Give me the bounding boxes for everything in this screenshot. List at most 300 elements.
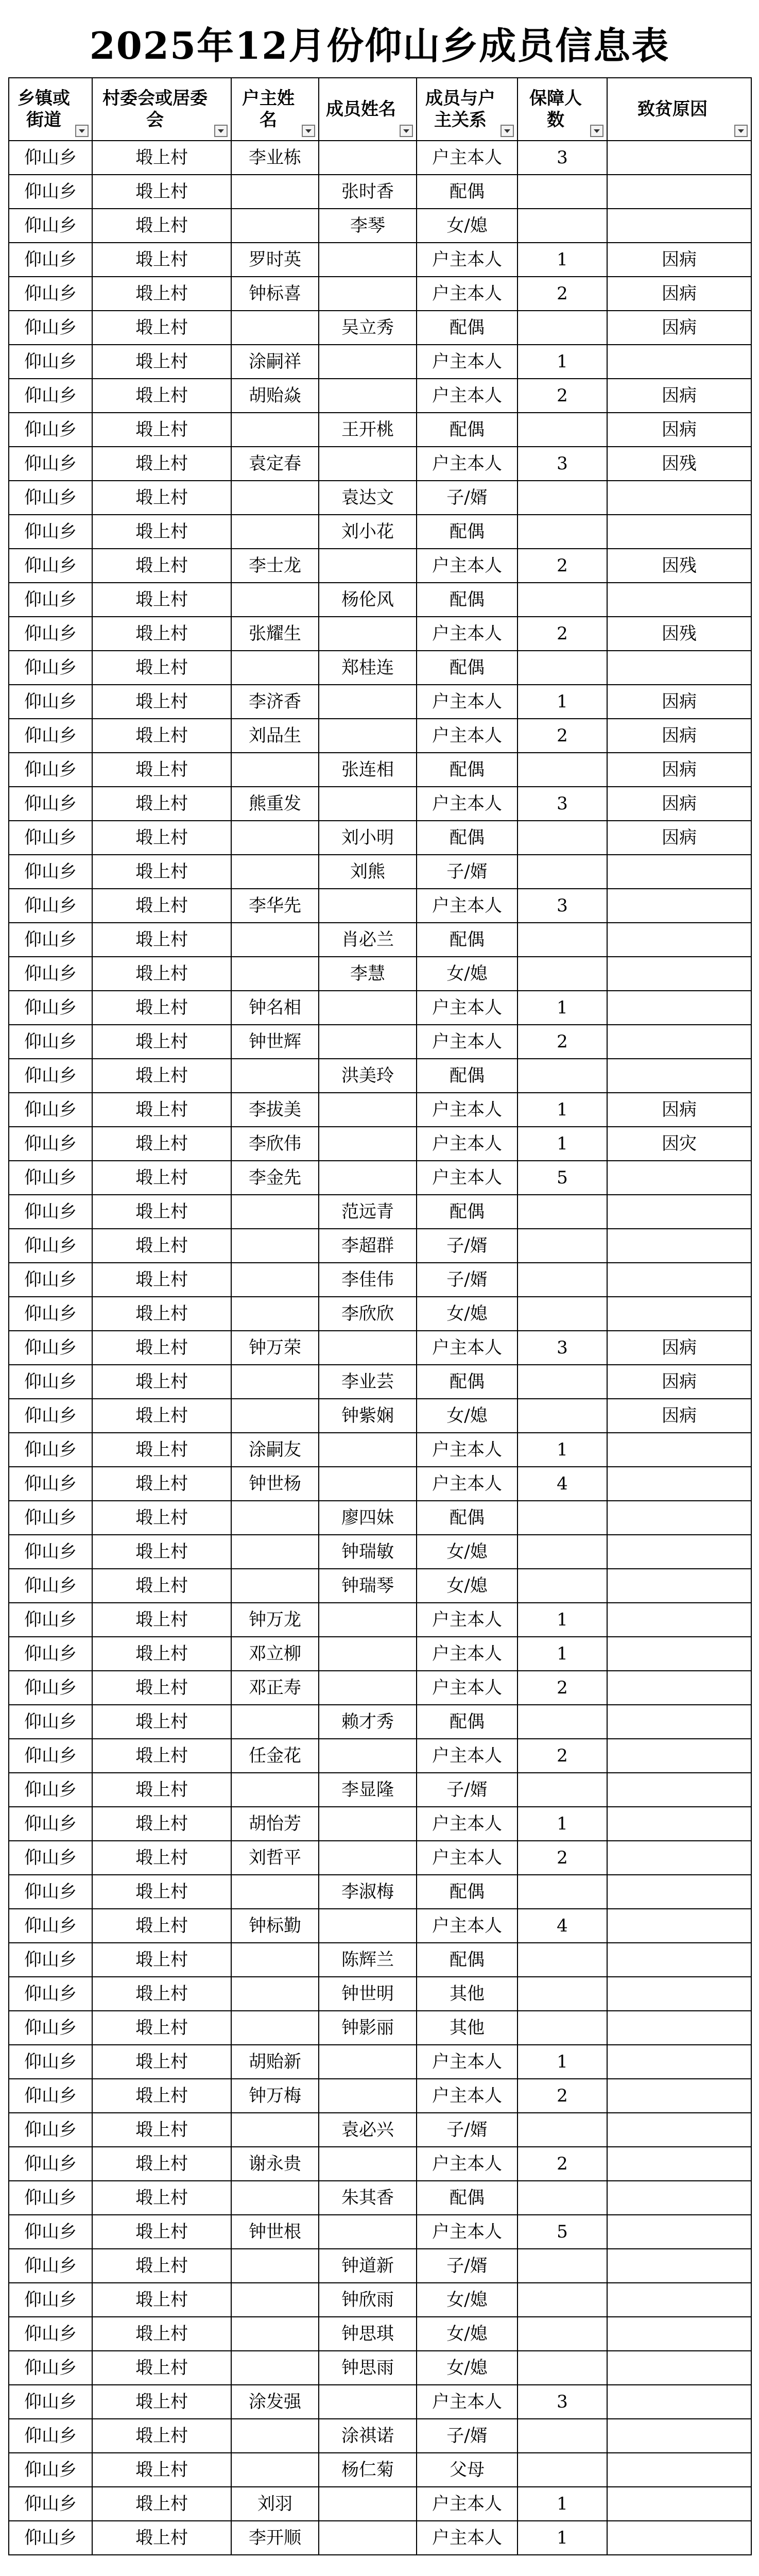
cell-village[interactable]: 塅上村: [92, 2283, 231, 2317]
cell-town[interactable]: 仰山乡: [9, 1705, 92, 1739]
cell-reason[interactable]: [607, 957, 751, 991]
cell-count[interactable]: 2: [518, 2079, 607, 2113]
cell-reason[interactable]: 因病: [607, 753, 751, 787]
cell-village[interactable]: 塅上村: [92, 277, 231, 311]
cell-town[interactable]: 仰山乡: [9, 277, 92, 311]
cell-member[interactable]: [319, 1331, 417, 1365]
cell-village[interactable]: 塅上村: [92, 753, 231, 787]
cell-relation[interactable]: 户主本人: [417, 141, 518, 175]
cell-town[interactable]: 仰山乡: [9, 2453, 92, 2487]
cell-relation[interactable]: 户主本人: [417, 1739, 518, 1773]
cell-householder[interactable]: [231, 2317, 319, 2351]
cell-member[interactable]: 刘熊: [319, 855, 417, 889]
cell-town[interactable]: 仰山乡: [9, 617, 92, 651]
cell-member[interactable]: [319, 1603, 417, 1637]
cell-village[interactable]: 塅上村: [92, 821, 231, 855]
cell-village[interactable]: 塅上村: [92, 1025, 231, 1059]
cell-village[interactable]: 塅上村: [92, 651, 231, 685]
cell-count[interactable]: 4: [518, 1467, 607, 1501]
cell-reason[interactable]: [607, 2147, 751, 2181]
cell-count[interactable]: 3: [518, 1331, 607, 1365]
cell-count[interactable]: 1: [518, 1433, 607, 1467]
filter-dropdown-icon[interactable]: [590, 125, 603, 137]
cell-town[interactable]: 仰山乡: [9, 1467, 92, 1501]
cell-reason[interactable]: [607, 1161, 751, 1195]
cell-relation[interactable]: 配偶: [417, 583, 518, 617]
cell-member[interactable]: [319, 277, 417, 311]
cell-village[interactable]: 塅上村: [92, 1365, 231, 1399]
cell-relation[interactable]: 户主本人: [417, 2079, 518, 2113]
cell-relation[interactable]: 子/婿: [417, 481, 518, 515]
cell-member[interactable]: 郑桂连: [319, 651, 417, 685]
cell-householder[interactable]: [231, 651, 319, 685]
cell-member[interactable]: 洪美玲: [319, 1059, 417, 1093]
cell-member[interactable]: 吴立秀: [319, 311, 417, 345]
cell-relation[interactable]: 配偶: [417, 175, 518, 209]
cell-member[interactable]: [319, 379, 417, 413]
cell-town[interactable]: 仰山乡: [9, 1841, 92, 1875]
cell-count[interactable]: 5: [518, 2215, 607, 2249]
cell-householder[interactable]: [231, 753, 319, 787]
cell-member[interactable]: [319, 617, 417, 651]
cell-count[interactable]: [518, 1705, 607, 1739]
cell-town[interactable]: 仰山乡: [9, 855, 92, 889]
cell-village[interactable]: 塅上村: [92, 447, 231, 481]
cell-village[interactable]: 塅上村: [92, 1297, 231, 1331]
cell-reason[interactable]: 因病: [607, 787, 751, 821]
cell-village[interactable]: 塅上村: [92, 2385, 231, 2419]
filter-dropdown-icon[interactable]: [75, 125, 89, 137]
cell-member[interactable]: 涂祺诺: [319, 2419, 417, 2453]
filter-dropdown-icon[interactable]: [400, 125, 413, 137]
cell-village[interactable]: 塅上村: [92, 209, 231, 243]
cell-householder[interactable]: 胡贻焱: [231, 379, 319, 413]
cell-householder[interactable]: 熊重发: [231, 787, 319, 821]
cell-town[interactable]: 仰山乡: [9, 481, 92, 515]
cell-village[interactable]: 塅上村: [92, 2045, 231, 2079]
cell-member[interactable]: [319, 685, 417, 719]
cell-member[interactable]: [319, 2079, 417, 2113]
cell-member[interactable]: 刘小花: [319, 515, 417, 549]
cell-count[interactable]: [518, 209, 607, 243]
cell-village[interactable]: 塅上村: [92, 1501, 231, 1535]
cell-town[interactable]: 仰山乡: [9, 1433, 92, 1467]
cell-town[interactable]: 仰山乡: [9, 345, 92, 379]
cell-relation[interactable]: 其他: [417, 1977, 518, 2011]
cell-member[interactable]: 李业芸: [319, 1365, 417, 1399]
cell-count[interactable]: [518, 1977, 607, 2011]
cell-count[interactable]: 1: [518, 243, 607, 277]
cell-reason[interactable]: [607, 1467, 751, 1501]
cell-member[interactable]: 王开桃: [319, 413, 417, 447]
cell-village[interactable]: 塅上村: [92, 2147, 231, 2181]
cell-relation[interactable]: 子/婿: [417, 1229, 518, 1263]
cell-town[interactable]: 仰山乡: [9, 2249, 92, 2283]
cell-householder[interactable]: [231, 481, 319, 515]
cell-reason[interactable]: [607, 2181, 751, 2215]
cell-member[interactable]: 钟瑞敏: [319, 1535, 417, 1569]
cell-town[interactable]: 仰山乡: [9, 2385, 92, 2419]
cell-relation[interactable]: 女/媳: [417, 1569, 518, 1603]
cell-member[interactable]: [319, 991, 417, 1025]
cell-village[interactable]: 塅上村: [92, 1331, 231, 1365]
cell-reason[interactable]: [607, 1603, 751, 1637]
cell-town[interactable]: 仰山乡: [9, 991, 92, 1025]
cell-village[interactable]: 塅上村: [92, 175, 231, 209]
cell-village[interactable]: 塅上村: [92, 1773, 231, 1807]
cell-reason[interactable]: [607, 2079, 751, 2113]
cell-relation[interactable]: 配偶: [417, 413, 518, 447]
cell-relation[interactable]: 户主本人: [417, 277, 518, 311]
cell-town[interactable]: 仰山乡: [9, 175, 92, 209]
cell-town[interactable]: 仰山乡: [9, 1263, 92, 1297]
cell-householder[interactable]: 刘哲平: [231, 1841, 319, 1875]
cell-village[interactable]: 塅上村: [92, 2215, 231, 2249]
cell-relation[interactable]: 子/婿: [417, 2113, 518, 2147]
cell-village[interactable]: 塅上村: [92, 1739, 231, 1773]
cell-count[interactable]: [518, 2011, 607, 2045]
cell-village[interactable]: 塅上村: [92, 2419, 231, 2453]
cell-reason[interactable]: [607, 1875, 751, 1909]
cell-town[interactable]: 仰山乡: [9, 719, 92, 753]
cell-reason[interactable]: [607, 1977, 751, 2011]
cell-reason[interactable]: [607, 345, 751, 379]
cell-village[interactable]: 塅上村: [92, 1127, 231, 1161]
cell-member[interactable]: [319, 1127, 417, 1161]
cell-relation[interactable]: 户主本人: [417, 1603, 518, 1637]
cell-reason[interactable]: [607, 923, 751, 957]
cell-reason[interactable]: 因病: [607, 1093, 751, 1127]
cell-village[interactable]: 塅上村: [92, 855, 231, 889]
cell-village[interactable]: 塅上村: [92, 583, 231, 617]
cell-village[interactable]: 塅上村: [92, 141, 231, 175]
cell-member[interactable]: 范远青: [319, 1195, 417, 1229]
cell-village[interactable]: 塅上村: [92, 1671, 231, 1705]
cell-householder[interactable]: [231, 2113, 319, 2147]
cell-town[interactable]: 仰山乡: [9, 2079, 92, 2113]
cell-reason[interactable]: [607, 1501, 751, 1535]
cell-member[interactable]: [319, 2215, 417, 2249]
cell-town[interactable]: 仰山乡: [9, 1603, 92, 1637]
cell-town[interactable]: 仰山乡: [9, 1297, 92, 1331]
cell-householder[interactable]: 罗时英: [231, 243, 319, 277]
cell-village[interactable]: 塅上村: [92, 923, 231, 957]
cell-town[interactable]: 仰山乡: [9, 2521, 92, 2555]
cell-householder[interactable]: [231, 1501, 319, 1535]
cell-member[interactable]: 肖必兰: [319, 923, 417, 957]
cell-reason[interactable]: [607, 1263, 751, 1297]
cell-count[interactable]: [518, 1297, 607, 1331]
cell-reason[interactable]: [607, 889, 751, 923]
cell-relation[interactable]: 子/婿: [417, 1263, 518, 1297]
cell-count[interactable]: [518, 957, 607, 991]
cell-reason[interactable]: [607, 209, 751, 243]
cell-count[interactable]: [518, 753, 607, 787]
cell-count[interactable]: [518, 515, 607, 549]
cell-reason[interactable]: 因残: [607, 549, 751, 583]
cell-relation[interactable]: 配偶: [417, 651, 518, 685]
cell-relation[interactable]: 户主本人: [417, 1331, 518, 1365]
cell-relation[interactable]: 户主本人: [417, 345, 518, 379]
cell-relation[interactable]: 配偶: [417, 753, 518, 787]
cell-count[interactable]: [518, 175, 607, 209]
cell-count[interactable]: [518, 2283, 607, 2317]
cell-member[interactable]: 张时香: [319, 175, 417, 209]
cell-village[interactable]: 塅上村: [92, 1875, 231, 1909]
cell-householder[interactable]: [231, 1535, 319, 1569]
cell-village[interactable]: 塅上村: [92, 957, 231, 991]
cell-relation[interactable]: 户主本人: [417, 1909, 518, 1943]
cell-count[interactable]: [518, 1229, 607, 1263]
cell-count[interactable]: [518, 2453, 607, 2487]
cell-town[interactable]: 仰山乡: [9, 2215, 92, 2249]
cell-village[interactable]: 塅上村: [92, 991, 231, 1025]
cell-reason[interactable]: [607, 175, 751, 209]
cell-relation[interactable]: 女/媳: [417, 209, 518, 243]
cell-member[interactable]: 钟紫娴: [319, 1399, 417, 1433]
cell-relation[interactable]: 配偶: [417, 1875, 518, 1909]
cell-town[interactable]: 仰山乡: [9, 889, 92, 923]
cell-count[interactable]: 2: [518, 1025, 607, 1059]
cell-village[interactable]: 塅上村: [92, 549, 231, 583]
cell-relation[interactable]: 女/媳: [417, 2283, 518, 2317]
cell-reason[interactable]: [607, 1705, 751, 1739]
cell-relation[interactable]: 女/媳: [417, 2317, 518, 2351]
cell-reason[interactable]: [607, 1943, 751, 1977]
cell-village[interactable]: 塅上村: [92, 2011, 231, 2045]
cell-count[interactable]: 5: [518, 1161, 607, 1195]
cell-householder[interactable]: [231, 1773, 319, 1807]
cell-householder[interactable]: 邓正寿: [231, 1671, 319, 1705]
cell-village[interactable]: 塅上村: [92, 1603, 231, 1637]
cell-reason[interactable]: 因病: [607, 243, 751, 277]
cell-count[interactable]: [518, 1501, 607, 1535]
cell-member[interactable]: 钟瑞琴: [319, 1569, 417, 1603]
cell-member[interactable]: 李琴: [319, 209, 417, 243]
cell-relation[interactable]: 女/媳: [417, 1535, 518, 1569]
cell-village[interactable]: 塅上村: [92, 1569, 231, 1603]
cell-village[interactable]: 塅上村: [92, 1535, 231, 1569]
cell-town[interactable]: 仰山乡: [9, 1331, 92, 1365]
cell-count[interactable]: [518, 1365, 607, 1399]
cell-count[interactable]: 2: [518, 1739, 607, 1773]
cell-member[interactable]: 袁达文: [319, 481, 417, 515]
cell-householder[interactable]: 李拔美: [231, 1093, 319, 1127]
cell-householder[interactable]: [231, 923, 319, 957]
cell-relation[interactable]: 子/婿: [417, 855, 518, 889]
cell-relation[interactable]: 户主本人: [417, 1093, 518, 1127]
cell-count[interactable]: 4: [518, 1909, 607, 1943]
cell-town[interactable]: 仰山乡: [9, 243, 92, 277]
cell-count[interactable]: [518, 1875, 607, 1909]
cell-village[interactable]: 塅上村: [92, 481, 231, 515]
cell-count[interactable]: [518, 1943, 607, 1977]
cell-householder[interactable]: 钟标喜: [231, 277, 319, 311]
cell-count[interactable]: [518, 923, 607, 957]
cell-member[interactable]: [319, 447, 417, 481]
cell-town[interactable]: 仰山乡: [9, 209, 92, 243]
cell-householder[interactable]: [231, 1365, 319, 1399]
cell-village[interactable]: 塅上村: [92, 345, 231, 379]
cell-householder[interactable]: [231, 1297, 319, 1331]
cell-reason[interactable]: [607, 1807, 751, 1841]
cell-town[interactable]: 仰山乡: [9, 2283, 92, 2317]
cell-count[interactable]: 2: [518, 2147, 607, 2181]
cell-relation[interactable]: 户主本人: [417, 889, 518, 923]
cell-householder[interactable]: 钟万龙: [231, 1603, 319, 1637]
cell-relation[interactable]: 户主本人: [417, 1637, 518, 1671]
cell-town[interactable]: 仰山乡: [9, 1535, 92, 1569]
cell-count[interactable]: 3: [518, 447, 607, 481]
cell-count[interactable]: [518, 1535, 607, 1569]
cell-town[interactable]: 仰山乡: [9, 2113, 92, 2147]
cell-member[interactable]: 杨伦风: [319, 583, 417, 617]
cell-relation[interactable]: 户主本人: [417, 549, 518, 583]
cell-reason[interactable]: [607, 991, 751, 1025]
cell-householder[interactable]: [231, 583, 319, 617]
cell-householder[interactable]: [231, 1705, 319, 1739]
cell-relation[interactable]: 父母: [417, 2453, 518, 2487]
cell-member[interactable]: [319, 787, 417, 821]
cell-town[interactable]: 仰山乡: [9, 2181, 92, 2215]
cell-relation[interactable]: 其他: [417, 2011, 518, 2045]
cell-town[interactable]: 仰山乡: [9, 651, 92, 685]
cell-town[interactable]: 仰山乡: [9, 1195, 92, 1229]
cell-town[interactable]: 仰山乡: [9, 311, 92, 345]
cell-householder[interactable]: 钟名相: [231, 991, 319, 1025]
cell-reason[interactable]: 因病: [607, 413, 751, 447]
cell-reason[interactable]: 因病: [607, 1399, 751, 1433]
cell-count[interactable]: 1: [518, 1603, 607, 1637]
cell-householder[interactable]: [231, 855, 319, 889]
cell-member[interactable]: [319, 2147, 417, 2181]
cell-householder[interactable]: 李济香: [231, 685, 319, 719]
cell-householder[interactable]: [231, 2283, 319, 2317]
cell-reason[interactable]: [607, 651, 751, 685]
cell-village[interactable]: 塅上村: [92, 413, 231, 447]
cell-reason[interactable]: 因病: [607, 1331, 751, 1365]
cell-village[interactable]: 塅上村: [92, 787, 231, 821]
cell-reason[interactable]: [607, 1739, 751, 1773]
cell-count[interactable]: [518, 821, 607, 855]
cell-count[interactable]: 1: [518, 685, 607, 719]
cell-town[interactable]: 仰山乡: [9, 2011, 92, 2045]
cell-householder[interactable]: [231, 413, 319, 447]
cell-reason[interactable]: 因病: [607, 379, 751, 413]
cell-relation[interactable]: 女/媳: [417, 1297, 518, 1331]
cell-reason[interactable]: [607, 2045, 751, 2079]
cell-relation[interactable]: 子/婿: [417, 2249, 518, 2283]
cell-member[interactable]: [319, 1637, 417, 1671]
cell-householder[interactable]: [231, 2351, 319, 2385]
cell-relation[interactable]: 户主本人: [417, 1025, 518, 1059]
cell-count[interactable]: 1: [518, 345, 607, 379]
cell-relation[interactable]: 户主本人: [417, 1127, 518, 1161]
cell-town[interactable]: 仰山乡: [9, 923, 92, 957]
cell-reason[interactable]: [607, 481, 751, 515]
cell-count[interactable]: [518, 651, 607, 685]
cell-member[interactable]: [319, 1841, 417, 1875]
cell-member[interactable]: 钟道新: [319, 2249, 417, 2283]
cell-count[interactable]: [518, 481, 607, 515]
cell-village[interactable]: 塅上村: [92, 2521, 231, 2555]
cell-village[interactable]: 塅上村: [92, 1705, 231, 1739]
cell-village[interactable]: 塅上村: [92, 243, 231, 277]
cell-householder[interactable]: 任金花: [231, 1739, 319, 1773]
cell-relation[interactable]: 户主本人: [417, 2385, 518, 2419]
cell-reason[interactable]: 因病: [607, 1365, 751, 1399]
cell-relation[interactable]: 配偶: [417, 311, 518, 345]
cell-count[interactable]: [518, 1399, 607, 1433]
cell-member[interactable]: 陈辉兰: [319, 1943, 417, 1977]
filter-dropdown-icon[interactable]: [214, 125, 228, 137]
cell-town[interactable]: 仰山乡: [9, 2317, 92, 2351]
cell-reason[interactable]: [607, 2487, 751, 2521]
cell-reason[interactable]: [607, 1535, 751, 1569]
cell-householder[interactable]: 李欣伟: [231, 1127, 319, 1161]
cell-relation[interactable]: 配偶: [417, 821, 518, 855]
cell-reason[interactable]: [607, 1229, 751, 1263]
cell-householder[interactable]: [231, 1195, 319, 1229]
cell-town[interactable]: 仰山乡: [9, 1093, 92, 1127]
cell-count[interactable]: 3: [518, 787, 607, 821]
cell-count[interactable]: 2: [518, 1841, 607, 1875]
cell-relation[interactable]: 配偶: [417, 923, 518, 957]
cell-relation[interactable]: 户主本人: [417, 1841, 518, 1875]
cell-member[interactable]: [319, 2521, 417, 2555]
cell-town[interactable]: 仰山乡: [9, 583, 92, 617]
cell-reason[interactable]: [607, 1297, 751, 1331]
cell-householder[interactable]: [231, 2249, 319, 2283]
cell-village[interactable]: 塅上村: [92, 2079, 231, 2113]
cell-member[interactable]: [319, 889, 417, 923]
cell-member[interactable]: 赖才秀: [319, 1705, 417, 1739]
cell-householder[interactable]: 涂发强: [231, 2385, 319, 2419]
cell-member[interactable]: 李欣欣: [319, 1297, 417, 1331]
cell-village[interactable]: 塅上村: [92, 1229, 231, 1263]
cell-householder[interactable]: 涂嗣祥: [231, 345, 319, 379]
cell-count[interactable]: 3: [518, 889, 607, 923]
cell-member[interactable]: 刘小明: [319, 821, 417, 855]
cell-householder[interactable]: 谢永贵: [231, 2147, 319, 2181]
cell-householder[interactable]: [231, 2419, 319, 2453]
cell-village[interactable]: 塅上村: [92, 1093, 231, 1127]
cell-relation[interactable]: 户主本人: [417, 1433, 518, 1467]
cell-relation[interactable]: 户主本人: [417, 1161, 518, 1195]
cell-reason[interactable]: [607, 1909, 751, 1943]
cell-householder[interactable]: 钟世根: [231, 2215, 319, 2249]
cell-member[interactable]: 李慧: [319, 957, 417, 991]
cell-member[interactable]: 廖四妹: [319, 1501, 417, 1535]
cell-count[interactable]: [518, 2419, 607, 2453]
cell-village[interactable]: 塅上村: [92, 1977, 231, 2011]
cell-relation[interactable]: 户主本人: [417, 1807, 518, 1841]
cell-relation[interactable]: 户主本人: [417, 2215, 518, 2249]
cell-town[interactable]: 仰山乡: [9, 413, 92, 447]
cell-count[interactable]: 1: [518, 1093, 607, 1127]
cell-householder[interactable]: 李开顺: [231, 2521, 319, 2555]
cell-town[interactable]: 仰山乡: [9, 1773, 92, 1807]
cell-member[interactable]: 钟世明: [319, 1977, 417, 2011]
cell-town[interactable]: 仰山乡: [9, 1127, 92, 1161]
cell-count[interactable]: 2: [518, 379, 607, 413]
cell-town[interactable]: 仰山乡: [9, 1671, 92, 1705]
cell-reason[interactable]: 因残: [607, 447, 751, 481]
cell-relation[interactable]: 户主本人: [417, 2045, 518, 2079]
cell-town[interactable]: 仰山乡: [9, 1875, 92, 1909]
cell-village[interactable]: 塅上村: [92, 1195, 231, 1229]
cell-member[interactable]: 朱其香: [319, 2181, 417, 2215]
